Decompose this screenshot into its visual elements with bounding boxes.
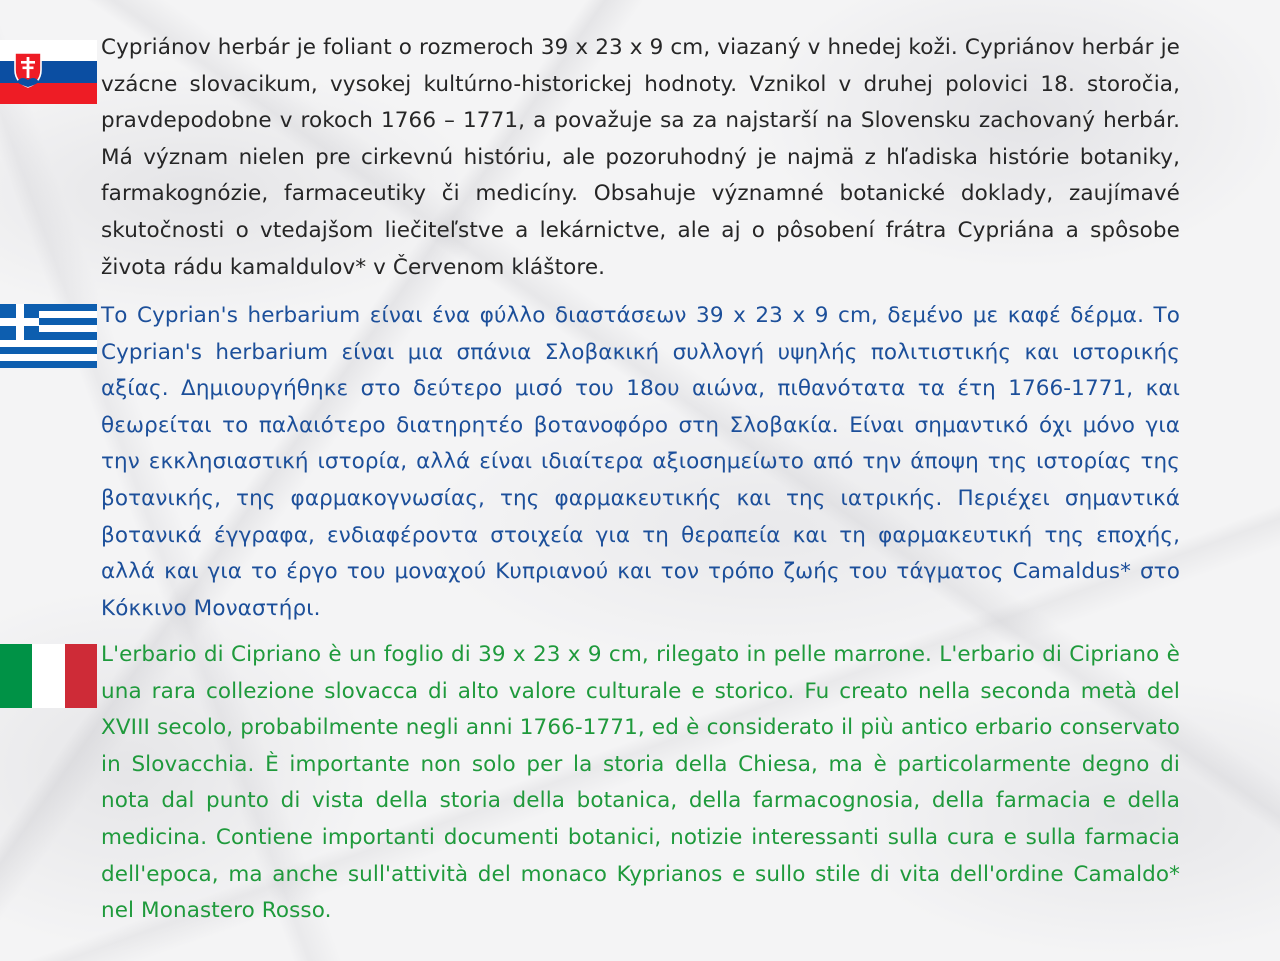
italy-flag-icon (0, 644, 97, 708)
greek-paragraph: Το Cyprian's herbarium είναι ένα φύλλο διαστάσεων 39 x 23 x 9 cm, δεμένο με καφέ δέρμα. Το Cyprian's herbarium είναι μια σπάνια Σλοβακική συλλογή υψηλής πολιτιστικής και ιστορικής αξίας. Δημιουργήθηκε στο δεύτερο μισό του 18ου αιώνα, πιθανότατα τα έτη 1766-1771, και θεωρείται το παλαιότερο διατηρητέο βοτανοφόρο στη Σλοβακία. Είναι σημαντικό όχι μόνο για την εκκλησιαστική ιστορία, αλλά είναι ιδιαίτερα αξιοσημείωτο από την άποψη της ιστορίας της βοτανικής, της φαρμακογνωσίας, της φαρμακευτικής και της ιατρικής. Περιέχει σημαντικά βοτανικά έγγραφα, ενδιαφέροντα στοιχεία για τη θεραπεία και τη φαρμακευτική της εποχής, αλλά και για το έργο του μοναχού Κυπριανού και τον τρόπο ζωής του τάγματος Camaldus* στο Κόκκινο Μοναστήρι. (101, 303, 1180, 621)
greece-flag-icon (0, 304, 97, 368)
slovak-paragraph: Cypriánov herbár je foliant o rozmeroch 39 x 23 x 9 cm, viazaný v hnedej koži. Cypriánov herbár je vzácne slovacikum, vysokej kultúrno-historickej hodnoty. Vznikol v druhej polovici 18. storočia, pravdepodobne v rokoch 1766 – 1771, a považuje sa za najstarší na Slovensku zachovaný herbár. Má význam nielen pre cirkevnú históriu, ale pozoruhodný je najmä z hľadiska histórie botaniky, farmakognózie, farmaceutiky či medicíny. Obsahuje významné botanické doklady, zaujímavé skutočnosti o vtedajšom liečiteľstve a lekárnictve, ale aj o pôsobení frátra Cypriána a spôsobe života rádu kamaldulov* v Červenom kláštore. (101, 35, 1180, 280)
slovak-coat-of-arms-icon (14, 52, 42, 88)
slovakia-flag-icon (0, 40, 97, 104)
italian-paragraph: L'erbario di Cipriano è un foglio di 39 x 23 x 9 cm, rilegato in pelle marrone. L'erbario di Cipriano è una rara collezione slovacca di alto valore culturale e storico. Fu creato nella seconda metà del XVIII secolo, probabilmente negli anni 1766-1771, ed è considerato il più antico erbario conservato in Slovacchia. È importante non solo per la storia della Chiesa, ma è particolarmente degno di nota dal punto di vista della storia della botanica, della farmacognosia, della farmacia e della medicina. Contiene importanti documenti botanici, notizie interessanti sulla cura e sulla farmacia dell'epoca, ma anche sull'attività del monaco Kyprianos e sullo stile di vita dell'ordine Camaldo* nel Monastero Rosso. (101, 642, 1180, 924)
